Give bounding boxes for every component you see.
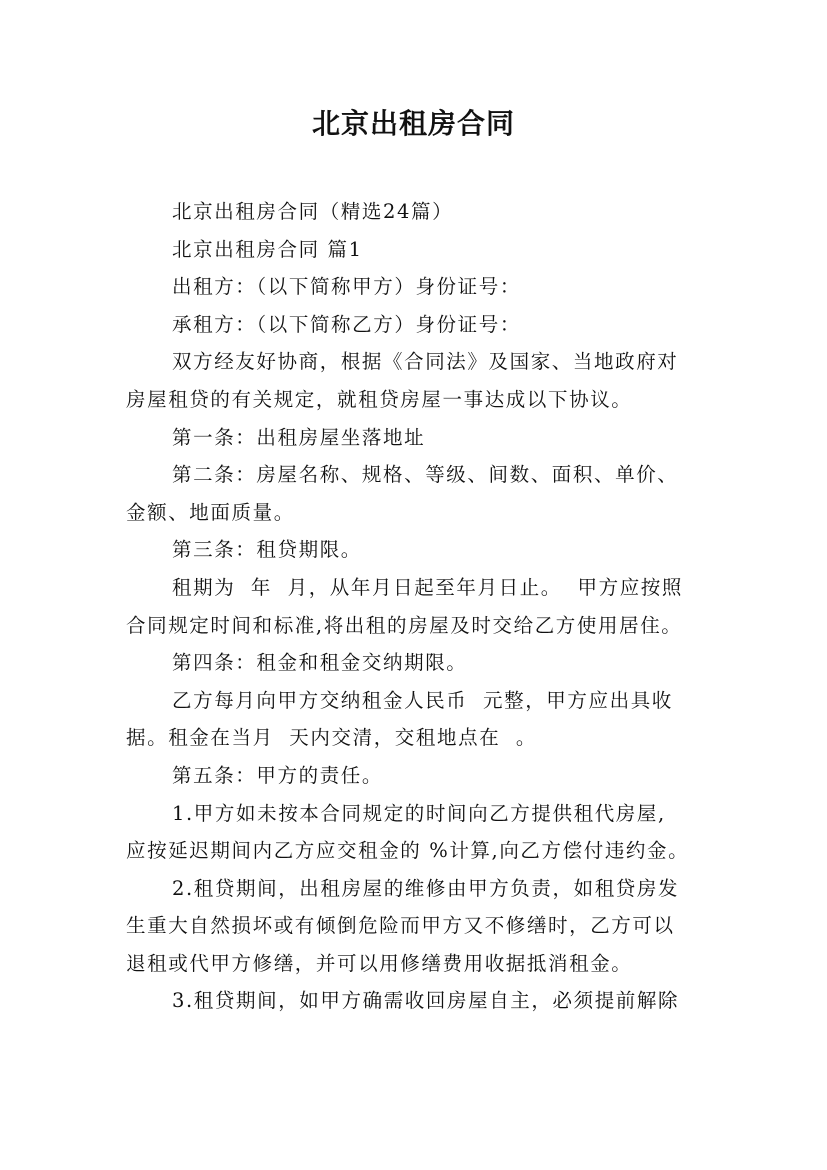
paragraph-line: 据。租金在当月 天内交清，交租地点在 。 <box>126 726 537 750</box>
paragraph-clause-2 <box>126 870 716 983</box>
paragraph-lease-term <box>126 569 716 644</box>
paragraph-line: 第三条：租贷期限。 <box>172 538 362 562</box>
paragraph-line: 第二条：房屋名称、规格、等级、间数、面积、单价、 <box>172 463 679 487</box>
paragraph-lessor <box>126 268 716 306</box>
paragraph-line: 2.租贷期间，出租房屋的维修由甲方负责，如租贷房发 <box>172 876 680 900</box>
paragraph-line: 租期为 年 月，从年月日起至年月日止。 甲方应按照 <box>172 575 683 599</box>
paragraph-line: 1.甲方如未按本合同规定的时间向乙方提供租代房屋, <box>172 801 666 825</box>
paragraph-line: 3.租贷期间，如甲方确需收回房屋自主，必须提前解除 <box>172 989 680 1013</box>
paragraph-line: 金额、地面质量。 <box>126 500 295 524</box>
document-title: 北京出租房合同 <box>311 107 515 140</box>
paragraph-line: 第五条：甲方的责任。 <box>172 763 384 787</box>
paragraph-article-2 <box>126 456 716 531</box>
paragraph-article-4 <box>126 644 716 682</box>
paragraph-rent-payment <box>126 682 716 757</box>
paragraph-lessee <box>126 306 716 344</box>
paragraph-line: 房屋租贷的有关规定，就租贷房屋一事达成以下协议。 <box>126 387 633 411</box>
paragraph-line: 出租方：（以下简称甲方）身份证号： <box>172 275 521 299</box>
paragraph-line: 双方经友好协商，根据《合同法》及国家、当地政府对 <box>172 350 679 374</box>
paragraph-line: 北京出租房合同 篇1 <box>172 237 363 261</box>
paragraph-line: 第四条：租金和租金交纳期限。 <box>172 651 468 675</box>
paragraph-line: 乙方每月向甲方交纳租金人民币 元整，甲方应出具收 <box>172 688 673 712</box>
paragraph-preamble <box>126 343 716 418</box>
paragraph-line: 退租或代甲方修缮，并可以用修缮费用收据抵消租金。 <box>126 951 633 975</box>
paragraph-line: 生重大自然损坏或有倾倒危险而甲方又不修缮时，乙方可以 <box>126 914 675 938</box>
paragraph-line: 承租方：（以下简称乙方）身份证号： <box>172 312 521 336</box>
document-body <box>126 193 716 1020</box>
paragraph-line: 北京出租房合同（精选24篇） <box>172 200 454 223</box>
paragraph-clause-3 <box>126 982 716 1020</box>
paragraph-subtitle <box>126 193 716 231</box>
paragraph-line: 应按延迟期间内乙方应交租金的 %计算,向乙方偿付违约金。 <box>126 839 690 863</box>
paragraph-article-3 <box>126 531 716 569</box>
paragraph-section-heading <box>126 231 716 269</box>
paragraph-clause-1 <box>126 795 716 870</box>
paragraph-article-1 <box>126 419 716 457</box>
paragraph-line: 第一条：出租房屋坐落地址 <box>172 425 426 449</box>
paragraph-article-5 <box>126 757 716 795</box>
paragraph-line: 合同规定时间和标准,将出租的房屋及时交给乙方使用居住。 <box>126 613 683 637</box>
